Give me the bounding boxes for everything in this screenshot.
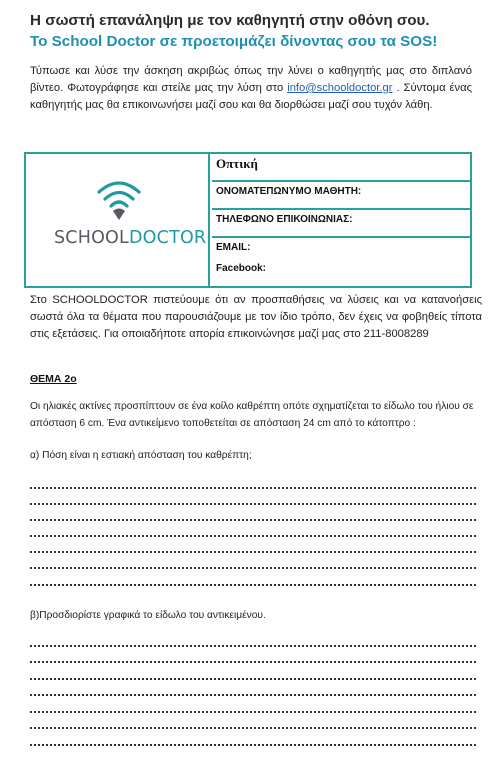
- answer-line[interactable]: [30, 727, 476, 729]
- facebook-field-label: Facebook:: [216, 263, 267, 274]
- answer-line[interactable]: [30, 519, 476, 521]
- subject-field: Οπτική: [212, 154, 470, 182]
- email-field-label: EMAIL:: [216, 242, 251, 253]
- answer-line[interactable]: [30, 694, 476, 696]
- answer-line[interactable]: [30, 711, 476, 713]
- student-info-form: [24, 152, 472, 288]
- intro-text-end: . Σύντομα ένας καθηγητής μας θα επικοινωνήσει μαζί σου και θα διορθώσει μαζί σου τυχόν λάθη.: [30, 82, 472, 111]
- answer-line[interactable]: [30, 551, 476, 553]
- question-a: α) Πόση είναι η εστιακή απόσταση του καθρέπτη;: [30, 450, 252, 461]
- question-b: β)Προσδιορίστε γραφικά το είδωλο του αντικειμένου.: [30, 610, 266, 621]
- answer-line[interactable]: [30, 661, 476, 663]
- intro-paragraph: [30, 63, 472, 114]
- wifi-signal-icon: [96, 178, 142, 222]
- answer-line[interactable]: [30, 503, 476, 505]
- about-paragraph: Στο SCHOOLDOCTOR πιστεύουμε ότι αν προσπαθήσεις να λύσεις και να κατανοήσεις σωστά όλα τα θέματα που παρουσιάζουμε με τον ίδιο τρόπο, δεν έχεις να φοβηθείς τίποτα στις εξετάσεις. Για οποιαδήποτε απορία επικοινώνησε μαζί μας στο 211-8008289: [30, 294, 482, 340]
- answer-line[interactable]: [30, 487, 476, 489]
- page-title: Η σωστή επανάληψη με τον καθηγητή στην οθόνη σου.: [30, 12, 430, 29]
- exercise-heading: ΘΕΜΑ 2ο: [30, 373, 77, 385]
- logo-school: SCHOOL: [54, 228, 129, 248]
- student-name-field[interactable]: ΟΝΟΜΑΤΕΠΩΝΥΜΟ ΜΑΘΗΤΗ:: [212, 182, 470, 210]
- page-subtitle: Το School Doctor σε προετοιμάζει δίνοντας σου τα SOS!: [30, 33, 438, 50]
- logo-doctor: DOCTOR: [129, 228, 207, 248]
- schooldoctor-logo: [54, 228, 206, 248]
- answer-line[interactable]: [30, 645, 476, 647]
- answer-line[interactable]: [30, 535, 476, 537]
- answer-line[interactable]: [30, 567, 476, 569]
- logo-cell: [26, 154, 210, 286]
- contact-field[interactable]: [212, 238, 470, 286]
- answer-line[interactable]: [30, 744, 476, 746]
- phone-field[interactable]: ΤΗΛΕΦΩΝΟ ΕΠΙΚΟΙΝΩΝΙΑΣ:: [212, 210, 470, 238]
- answer-line[interactable]: [30, 584, 476, 586]
- email-link[interactable]: info@schooldoctor.gr: [287, 82, 393, 94]
- problem-statement: Οι ηλιακές ακτίνες προσπίπτουν σε ένα κοίλο καθρέπτη οπότε σχηματίζεται το είδωλο του ήλιου σε απόσταση 6 cm. Ένα αντικείμενο τοποθετείται σε απόσταση 24 cm από το κάτοπτρο :: [30, 401, 474, 429]
- answer-line[interactable]: [30, 678, 476, 680]
- intro-text: Τύπωσε και λύσε την άσκηση ακριβώς όπως την λύνει ο καθηγητής μας στο διπλανό βίντεο. Φωτογράφησε και στείλε μας την λύση στο: [30, 65, 472, 94]
